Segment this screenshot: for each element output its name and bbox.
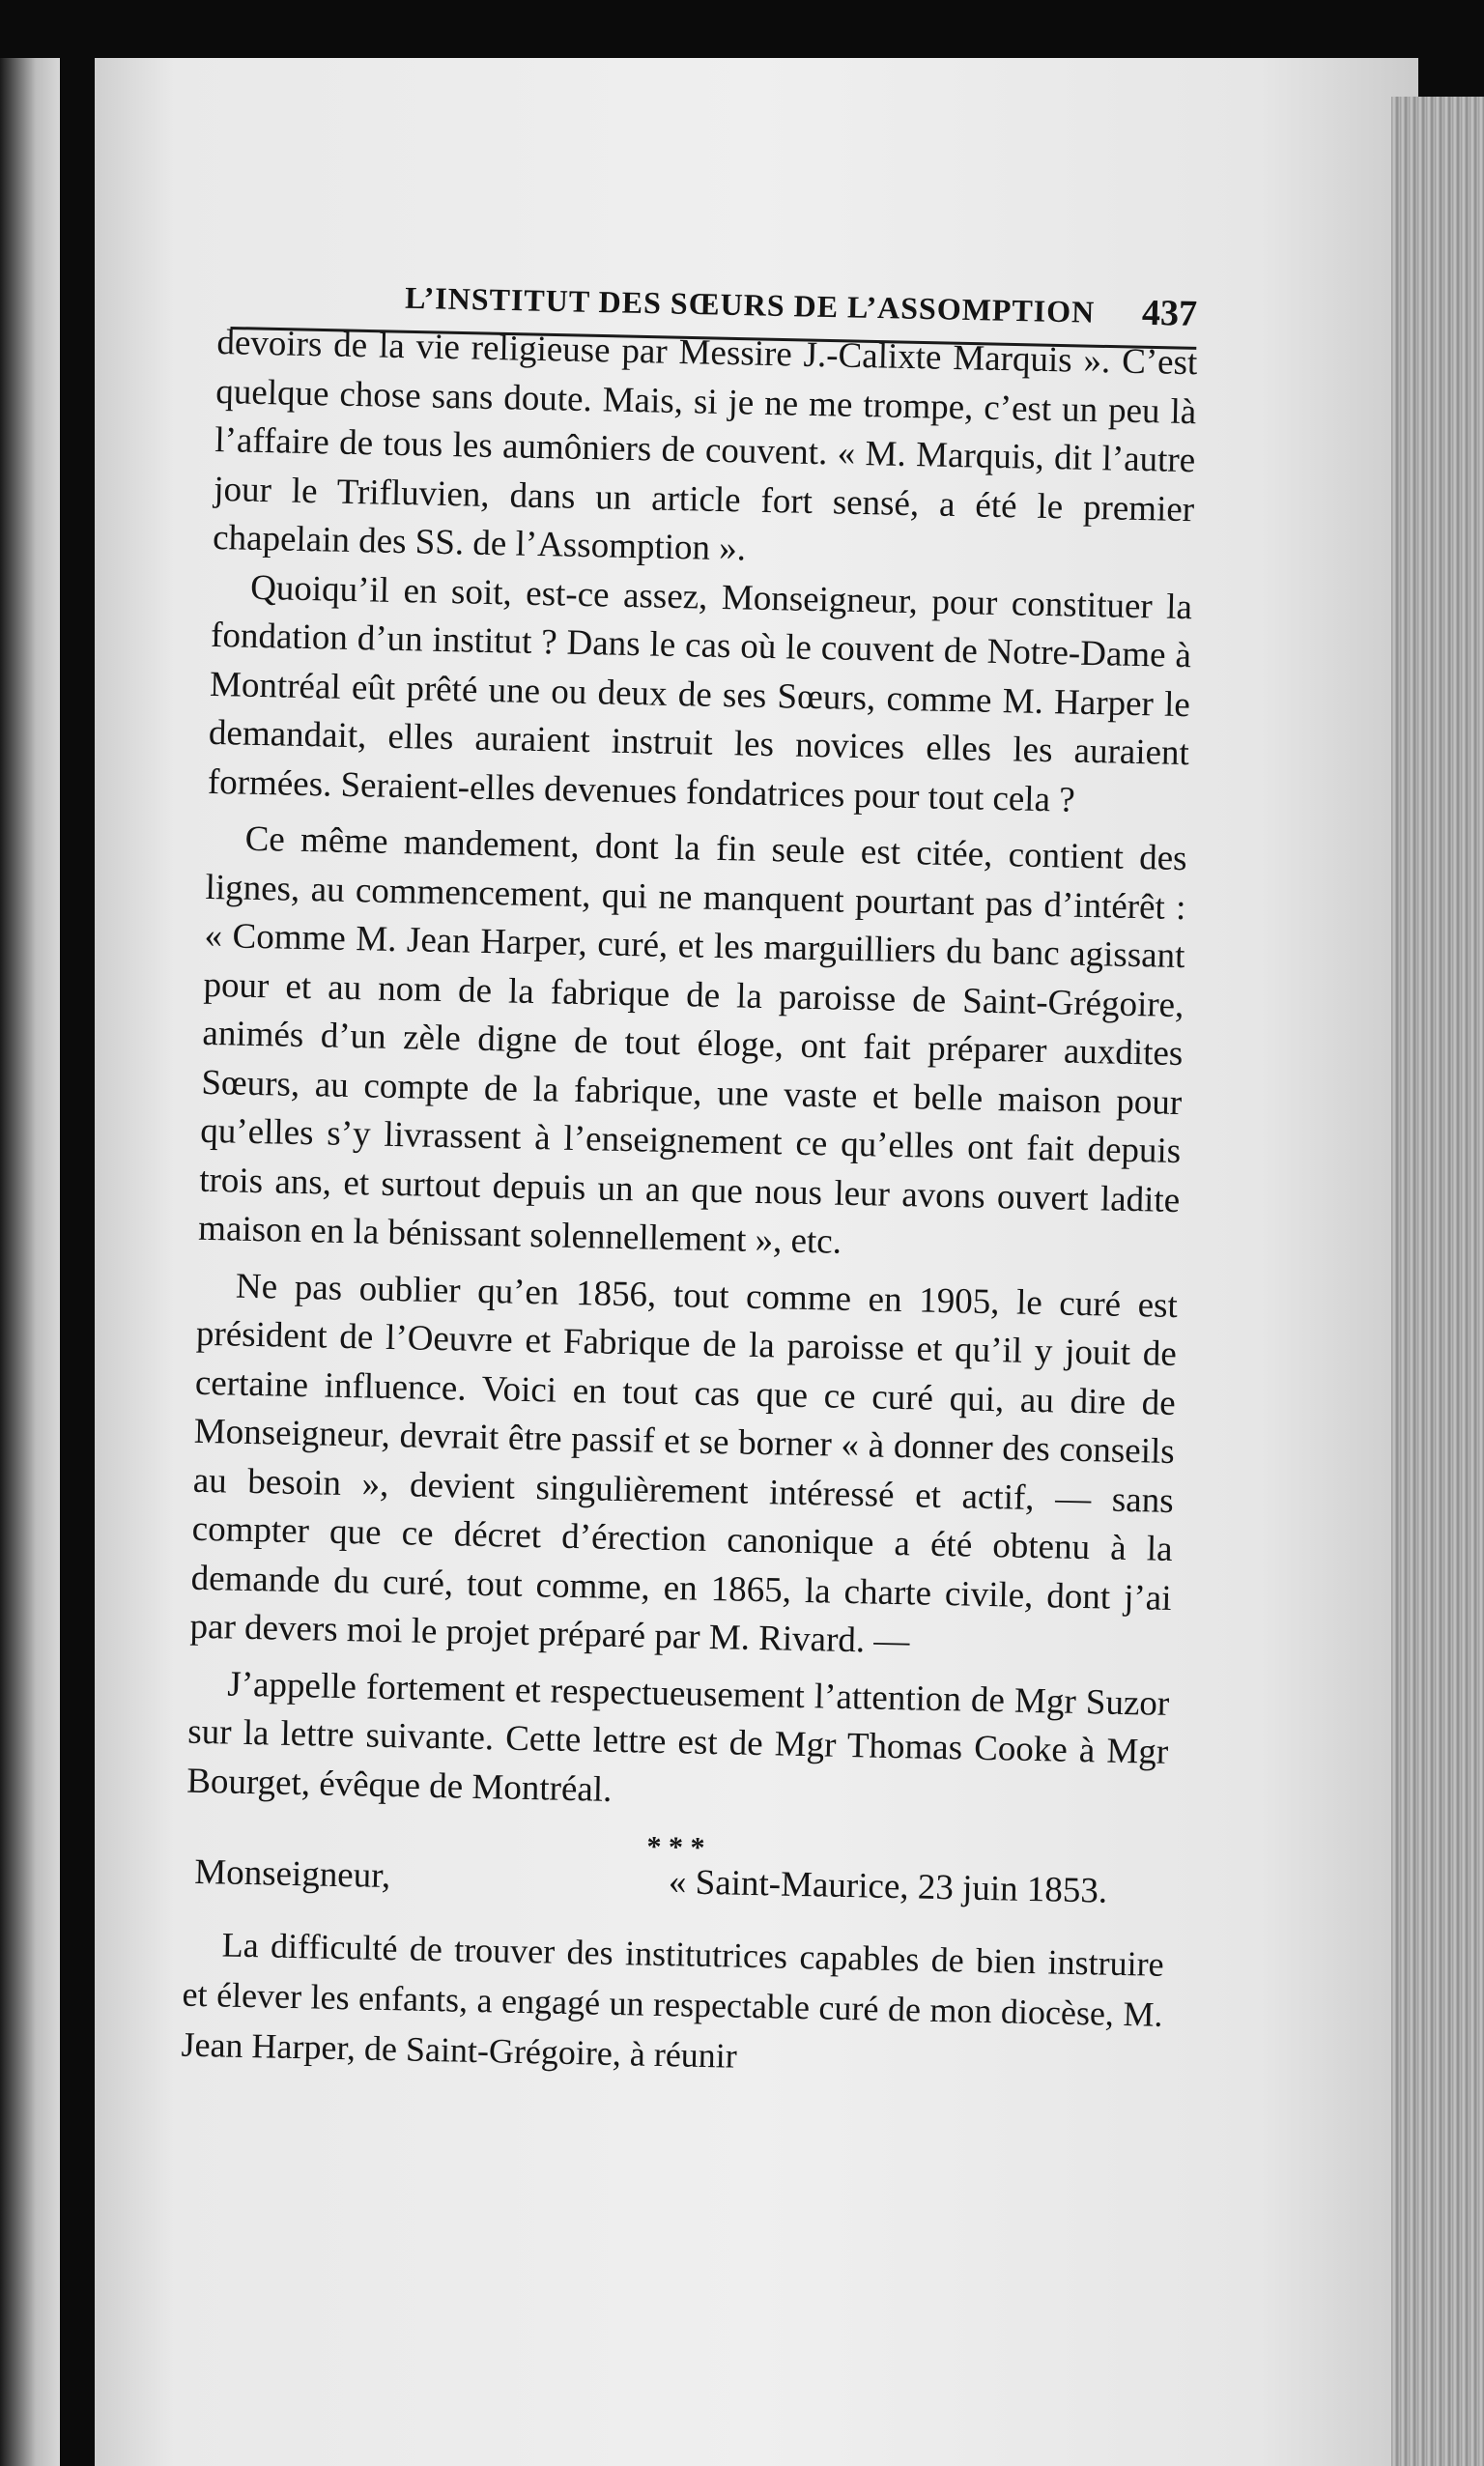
letter-salutation: Monseigneur, — [193, 1851, 391, 1897]
page-stack-edge — [1391, 97, 1484, 2466]
paragraph-3: Ce même mandement, dont la fin seule est citée, contient des lignes, au commencement, qui ne manquent pourtant pas d’intérêt : « Comme M. Jean Harper, curé, et les marguilliers du banc agissant pour et au nom de la fabrique de la paroisse de Saint-Grégoire, animés d’un zèle digne de tout éloge, ont fait préparer auxdites Sœurs, au compte de la fabrique, une vaste et belle maison pour qu’elles s’y livrassent à l’enseignement ce qu’elles ont fait depuis trois ans, et surtout depuis un an que nous leur avons ouvert ladite maison en la bénissant solennellement », etc. — [197, 818, 1187, 1262]
page-number: 437 — [1141, 292, 1198, 334]
letter-dateline: « Saint-Maurice, 23 juin 1853. — [668, 1862, 1108, 1911]
letter-body: La difficulté de trouver des institutrices capables de bien instruire et élever les enfants, a engagé un respectable curé de mon diocèse, M. Jean Harper, de Saint-Grégoire, à réunir — [181, 1924, 1164, 2076]
running-title: L’INSTITUT DES SŒURS DE L’ASSOMPTION — [404, 279, 1096, 330]
section-separator: * * * — [646, 1830, 705, 1864]
paragraph-4: Ne pas oublier qu’en 1856, tout comme en 1905, le curé est président de l’Oeuvre et Fabrique de la paroisse et qu’il y jouit de certaine influence. Voici en tout cas que ce curé qui, au dire de Monseigneur, devrait être passif et se borner « à donner des conseils au besoin », devient singulièrement intéressé et actif, — sans compter que ce décret d’érection canonique a été obtenu à la demande du curé, tout comme, en 1865, la charte civile, dont j’ai par devers moi le projet préparé par M. Rivard. — — [189, 1266, 1179, 1662]
paragraph-5: J’appelle fortement et respectueusement l’attention de Mgr Suzor sur la lettre suivante. Cette lettre est de Mgr Thomas Cooke à Mgr Bourget, évêque de Montréal. — [186, 1664, 1170, 1810]
body-text — [181, 319, 1198, 2089]
paragraph-2: Quoiqu’il en soit, est-ce assez, Monseigneur, pour constituer la fondation d’un institut ? Dans le cas où le couvent de Notre-Dame à Montréal eût prêté une ou deux de ses Sœurs, comme M. Harper le demandait, elles auraient instruit les novices elles les auraient formées. Seraient-elles devenues fondatrices pour tout cela ? — [207, 567, 1193, 820]
paragraph-1: devoirs de la vie religieuse par Messire J.-Calixte Marquis ». C’est quelque chose sans doute. Mais, si je ne me trompe, c’est un peu là l’affaire de tous les aumôniers de couvent. « M. Marquis, dit l’autre jour le Trifluvien, dans un article fort sensé, a été le premier chapelain des SS. de l’Assomption ». — [212, 322, 1198, 569]
facing-page-edge — [0, 58, 60, 2466]
